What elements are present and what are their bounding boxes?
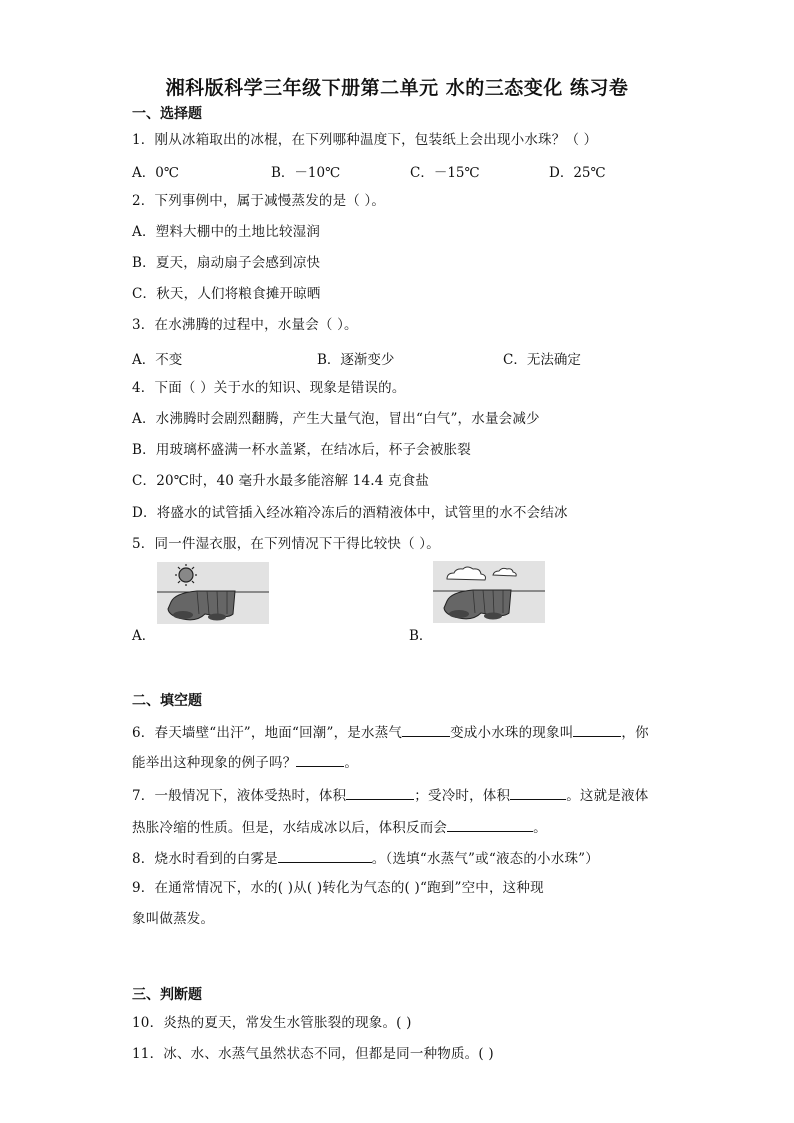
q3-option-b: B．逐渐变少 [317,352,395,368]
q1-option-c: C．－15℃ [410,165,480,181]
clothes-icon [444,590,511,620]
question-7-line2 [132,817,547,837]
section-heading-choice: 一、选择题 [132,106,202,122]
answer-blank[interactable] [402,722,450,737]
q1-option-d: D．25℃ [549,165,606,181]
answer-blank[interactable] [278,848,372,863]
q6-text-e: 。 [344,755,359,771]
q1-option-a: A．0℃ [132,165,179,181]
cloud-clothes-image [433,561,545,623]
question-2: 2．下列事例中，属于减慢蒸发的是（ ）。 [132,193,386,209]
q5-option-a: A． [132,628,156,644]
q2-option-b: B．夏天，扇动扇子会感到凉快 [132,255,321,271]
question-6-line2 [132,752,358,772]
q2-option-a: A．塑料大棚中的土地比较湿润 [132,224,321,240]
question-7-line1 [132,785,648,805]
q7-text-e: 。 [533,820,547,836]
question-6-line1 [132,722,649,742]
q1-option-b: B．－10℃ [271,165,341,181]
answer-blank[interactable] [447,817,533,832]
q6-text-d: 能举出这种现象的例子吗？ [132,755,297,771]
q7-text-d: 热胀冷缩的性质。但是，水结成冰以后，体积反而会 [132,820,448,836]
q7-text-a: 7．一般情况下，液体受热时，体积 [132,788,347,804]
q7-text-b: ；受冷时，体积 [414,788,511,804]
question-5: 5．同一件湿衣服，在下列情况下干得比较快（ ）。 [132,536,440,552]
question-9-line1: 9．在通常情况下，水的( )从( )转化为气态的( )“跑到”空中，这种现 [132,880,544,896]
q6-text-b: 变成小水珠的现象叫 [450,725,574,741]
q4-option-c: C．20℃时，40 毫升水最多能溶解 14.4 克食盐 [132,473,430,489]
question-3: 3．在水沸腾的过程中，水量会（ ）。 [132,317,358,333]
section-heading-judge: 三、判断题 [132,987,202,1003]
q3-option-a: A．不变 [132,352,183,368]
question-4: 4．下面（ ）关于水的知识、现象是错误的。 [132,380,406,396]
q2-option-c: C．秋天，人们将粮食摊开晾晒 [132,286,321,302]
sun-clothes-image [157,562,269,624]
page-title: 湘科版科学三年级下册第二单元 水的三态变化 练习卷 [165,77,629,99]
question-9-line2: 象叫做蒸发。 [132,911,215,927]
q4-option-a: A．水沸腾时会剧烈翻腾，产生大量气泡，冒出“白气”，水量会减少 [132,411,540,427]
q6-text-c: ，你 [621,725,649,741]
clothes-icon [168,591,235,621]
answer-blank[interactable] [346,785,414,800]
section-heading-fill: 二、填空题 [132,693,202,709]
answer-blank[interactable] [296,752,344,767]
q6-text-a: 6．春天墙壁“出汗”，地面“回潮”，是水蒸气 [132,725,403,741]
question-1: 1．刚从冰箱取出的冰棍，在下列哪种温度下，包装纸上会出现小水珠？（ ） [132,132,598,148]
q5-option-b: B． [409,628,433,644]
question-11: 11．冰、水、水蒸气虽然状态不同，但都是同一种物质。( ) [132,1046,494,1062]
answer-blank[interactable] [510,785,566,800]
q8-text-a: 8．烧水时看到的白雾是 [132,851,278,867]
q7-text-c: 。这就是液体 [566,788,649,804]
question-10: 10．炎热的夏天，常发生水管胀裂的现象。( ) [132,1015,412,1031]
q3-option-c: C．无法确定 [503,352,581,368]
q4-option-d: D．将盛水的试管插入经冰箱冷冻后的酒精液体中，试管里的水不会结冰 [132,505,568,521]
q4-option-b: B．用玻璃杯盛满一杯水盖紧，在结冰后，杯子会被胀裂 [132,442,471,458]
q8-text-b: 。（选填“水蒸气”或“液态的小水珠”） [371,851,599,867]
question-8 [132,848,599,868]
answer-blank[interactable] [573,722,621,737]
